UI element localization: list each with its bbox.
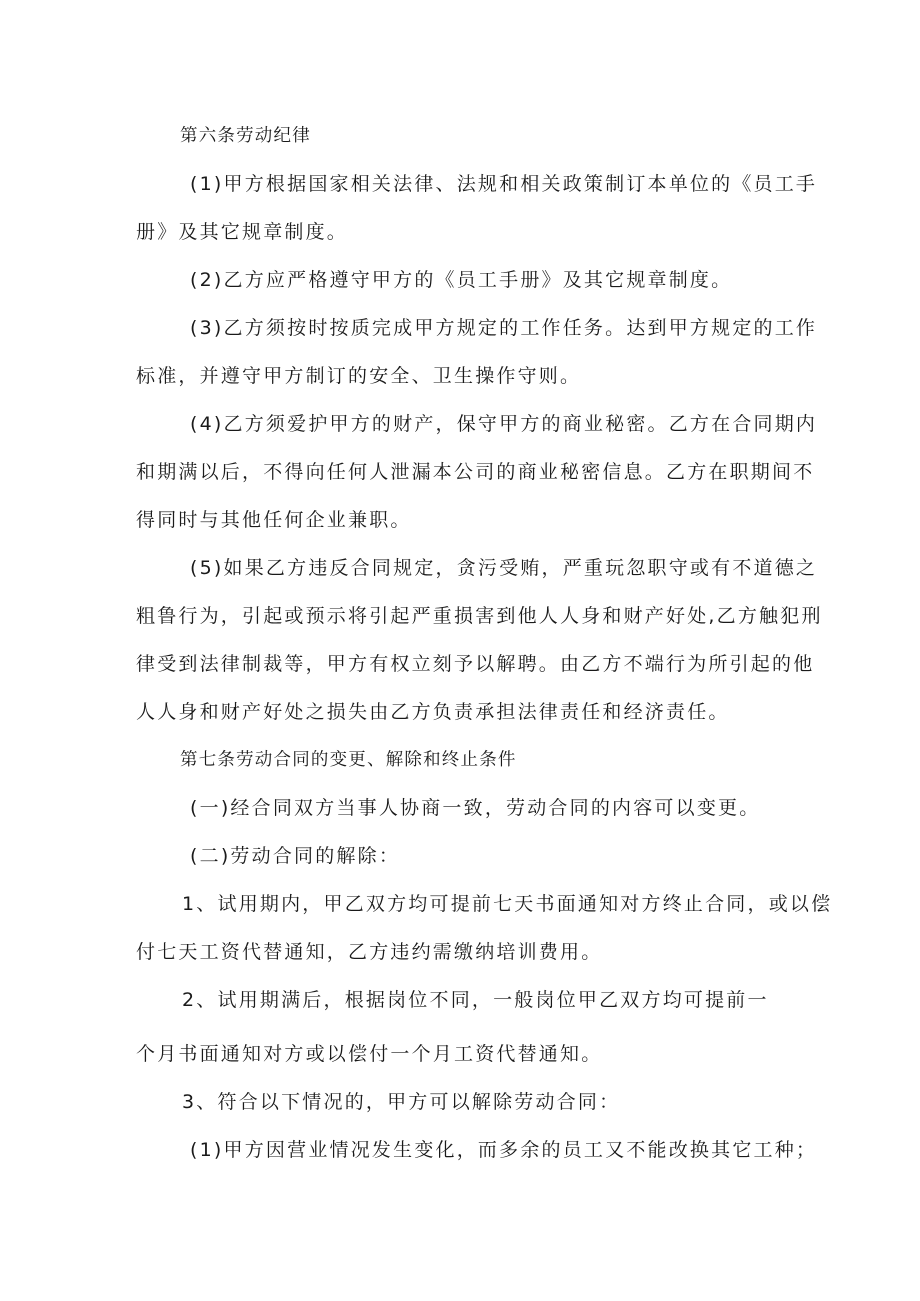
article-7-sub-1: (一)经合同双方当事人协商一致，劳动合同的内容可以变更。 bbox=[190, 797, 761, 819]
article-6-item-5-line-1: (5)如果乙方违反合同规定，贪污受贿，严重玩忽职守或有不道德之 bbox=[190, 557, 818, 579]
article-7-p1-line-2: 付七天工资代替通知，乙方违约需缴纳培训费用。 bbox=[136, 941, 603, 963]
article-6-item-3-line-1: (3)乙方须按时按质完成甲方规定的工作任务。达到甲方规定的工作 bbox=[190, 317, 818, 339]
article-6-item-5-line-2: 粗鲁行为，引起或预示将引起严重损害到他人人身和财产好处,乙方触犯刑 bbox=[136, 605, 823, 627]
article-6-item-5-line-3: 律受到法律制裁等，甲方有权立刻予以解聘。由乙方不端行为所引起的他 bbox=[136, 653, 815, 675]
article-6-heading: 第六条劳动纪律 bbox=[180, 126, 311, 146]
article-6-item-1-line-1: (1)甲方根据国家相关法律、法规和相关政策制订本单位的《员工手 bbox=[190, 173, 818, 195]
article-7-p1-line-1: 1、试用期内，甲乙双方均可提前七天书面通知对方终止合同，或以偿 bbox=[182, 893, 833, 915]
article-6-item-1-line-2: 册》及其它规章制度。 bbox=[136, 221, 349, 243]
article-6-item-2-line-1: (2)乙方应严格遵守甲方的《员工手册》及其它规章制度。 bbox=[190, 269, 733, 291]
article-6-item-4-line-1: (4)乙方须爱护甲方的财产，保守甲方的商业秘密。乙方在合同期内 bbox=[190, 413, 818, 435]
article-6-item-3-line-2: 标准，并遵守甲方制订的安全、卫生操作守则。 bbox=[136, 365, 582, 387]
article-6-item-5-line-4: 人人身和财产好处之损失由乙方负责承担法律责任和经济责任。 bbox=[136, 701, 730, 723]
article-7-p2-line-1: 2、试用期满后，根据岗位不同，一般岗位甲乙双方均可提前一 bbox=[182, 989, 769, 1011]
article-6-item-4-line-2: 和期满以后，不得向任何人泄漏本公司的商业秘密信息。乙方在职期间不 bbox=[136, 461, 815, 483]
article-7-p3-line-1: 3、符合以下情况的，甲方可以解除劳动合同： bbox=[182, 1091, 621, 1113]
article-6-item-4-line-3: 得同时与其他任何企业兼职。 bbox=[136, 509, 412, 531]
article-7-p2-line-2: 个月书面通知对方或以偿付一个月工资代替通知。 bbox=[136, 1043, 603, 1065]
article-7-p3-item-1: (1)甲方因营业情况发生变化，而多余的员工又不能改换其它工种； bbox=[190, 1139, 818, 1161]
article-7-sub-2: (二)劳动合同的解除： bbox=[190, 845, 401, 867]
article-7-heading: 第七条劳动合同的变更、解除和终止条件 bbox=[180, 750, 517, 770]
